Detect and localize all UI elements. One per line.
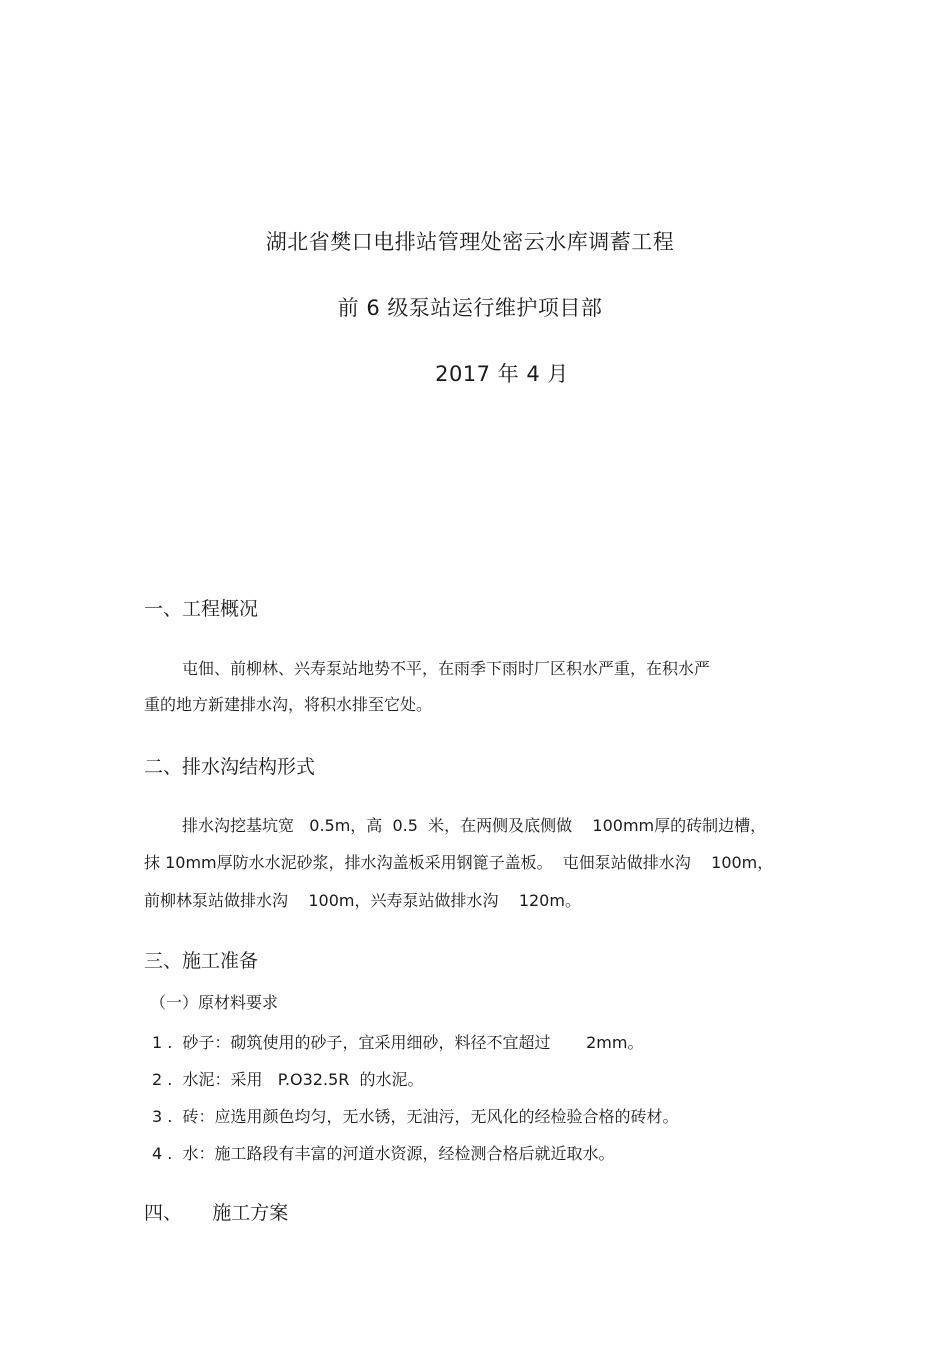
document-title-department: 前 6 级泵站运行维护项目部 [337, 296, 603, 320]
section-heading-preparation: 三、施工准备 [144, 950, 259, 972]
section-heading-plan: 四、 施工方案 [144, 1202, 289, 1224]
document-title-organization: 湖北省樊口电排站管理处密云水库调蓄工程 [265, 230, 675, 254]
list-item: 2 . 水泥：采用 P.O32.5R 的水泥。 [152, 1070, 424, 1089]
paragraph-line: 抹 10mm厚防水水泥砂浆，排水沟盖板采用钢篦子盖板。 屯佃泵站做排水沟 100m， [144, 853, 774, 872]
paragraph-line: 重的地方新建排水沟，将积水排至它处。 [144, 695, 433, 714]
paragraph-line: 前柳林泵站做排水沟 100m，兴寿泵站做排水沟 120m。 [144, 891, 581, 910]
section-heading-overview: 一、工程概况 [144, 598, 259, 620]
section-heading-structure: 二、排水沟结构形式 [144, 756, 316, 778]
list-item: 1 . 砂子：砌筑使用的砂子，宜采用细砂，料径不宜超过 2mm。 [152, 1033, 644, 1052]
paragraph-line: 排水沟挖基坑宽 0.5m，高 0.5 米，在两侧及底侧做 100mm厚的砖制边槽， [182, 816, 767, 835]
list-item: 3 . 砖：应选用颜色均匀，无水锈，无油污，无风化的经检验合格的砖材。 [152, 1107, 679, 1126]
subsection-heading-materials: （一）原材料要求 [150, 993, 279, 1012]
list-item: 4 . 水：施工路段有丰富的河道水资源，经检测合格后就近取水。 [152, 1144, 615, 1163]
document-date: 2017 年 4 月 [435, 362, 569, 386]
paragraph-line: 屯佃、前柳林、兴寿泵站地势不平，在雨季下雨时厂区积水严重，在积水严 [182, 659, 711, 678]
